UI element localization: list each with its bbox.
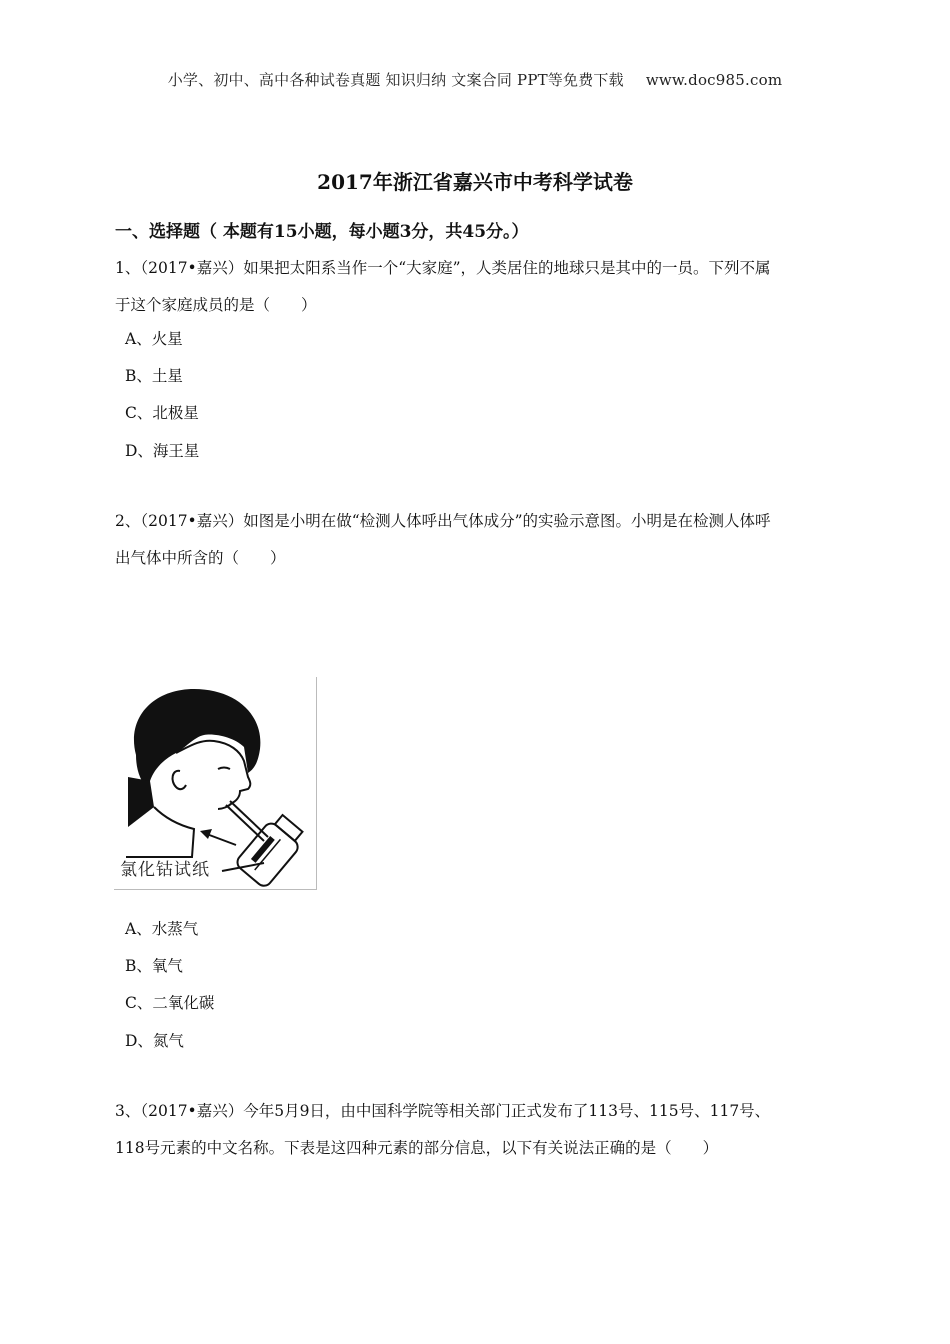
q2-line2: 出气体中所含的（ ） [115, 549, 286, 567]
page-header [0, 69, 950, 90]
q2-option-d: D、氮气 [125, 1032, 184, 1050]
header-text: 小学、初中、高中各种试卷真题 知识归纳 文案合同 PPT等免费下载 [167, 71, 624, 89]
q2-option-b: B、氧气 [125, 957, 183, 975]
experiment-figure [114, 677, 317, 890]
section-heading: 一、选择题（ 本题有15小题，每小题3分，共45分。） [115, 222, 529, 242]
q2-option-a: A、水蒸气 [125, 920, 199, 938]
q1-line1: 1、（2017•嘉兴）如果把太阳系当作一个“大家庭”，人类居住的地球只是其中的一员。下列不属 [115, 259, 771, 277]
q2-option-c: C、二氧化碳 [125, 994, 215, 1012]
q3-line1: 3、（2017•嘉兴）今年5月9日，由中国科学院等相关部门正式发布了113号、115号、117号、 [115, 1102, 771, 1120]
q1-option-c: C、北极星 [125, 404, 199, 422]
q2-line1: 2、（2017•嘉兴）如图是小明在做“检测人体呼出气体成分”的实验示意图。小明是在检测人体呼 [115, 512, 771, 530]
figure-label: 氯化钴试纸 [120, 860, 210, 880]
q1-option-d: D、海王星 [125, 442, 200, 460]
header-site: www.doc985.com [645, 71, 783, 89]
exam-title: 2017年浙江省嘉兴市中考科学试卷 [317, 170, 633, 194]
q1-line2: 于这个家庭成员的是（ ） [115, 296, 317, 314]
q1-option-a: A、火星 [125, 330, 183, 348]
q1-option-b: B、土星 [125, 367, 183, 385]
q3-line2: 118号元素的中文名称。下表是这四种元素的部分信息，以下有关说法正确的是（ ） [115, 1139, 719, 1157]
